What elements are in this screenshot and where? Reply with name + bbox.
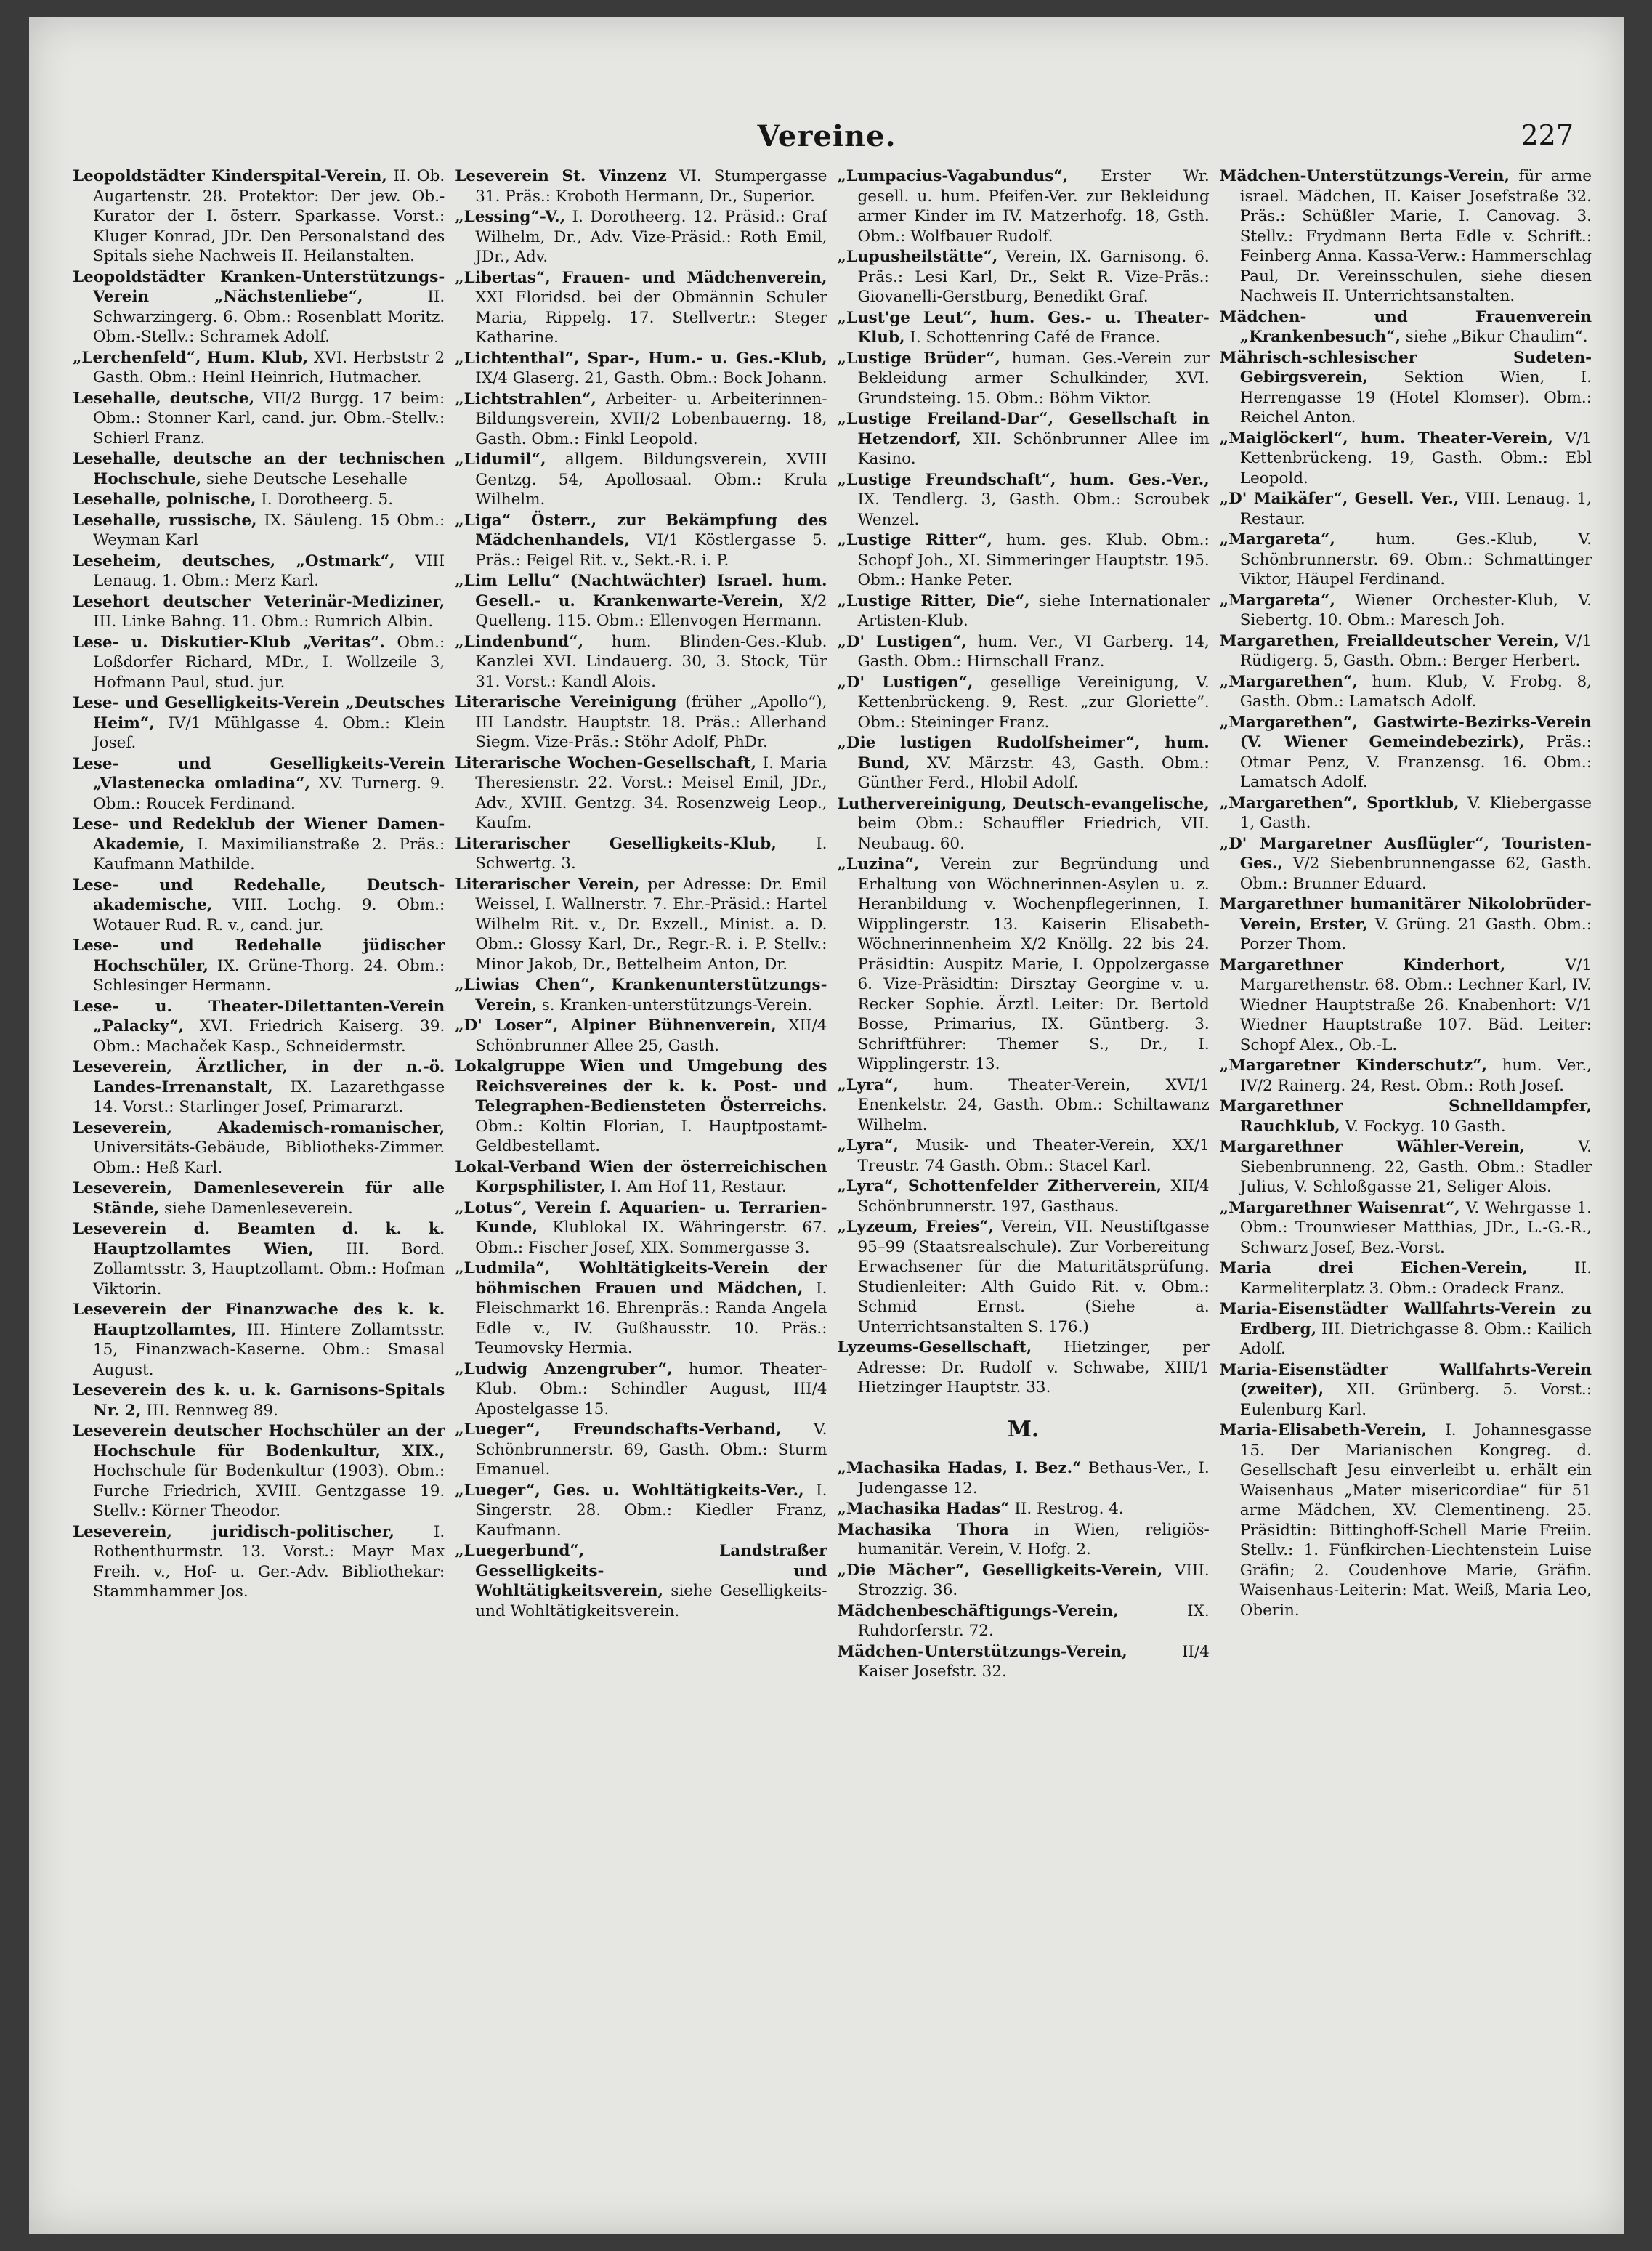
running-title: Vereine. (757, 119, 896, 153)
entry-title: „Lyra“, (837, 1136, 899, 1155)
entry-title: Margarethner Kinderhort, (1219, 955, 1506, 974)
directory-entry (455, 450, 827, 510)
entry-title: „Lupusheilstätte“, (837, 248, 998, 266)
entry-details: Obm.: Loßdorfer Richard, MDr., I. Wollzeile 3, Hofmann Paul, stud. jur. (93, 633, 445, 692)
entry-details: in Wien, religiös-humanitär. Verein, V. Hofg. 2. (857, 1520, 1210, 1559)
directory-entry (1220, 429, 1592, 489)
directory-entry (1220, 834, 1592, 894)
entry-title: Leseheim, deutsches, „Ostmark“, (73, 551, 395, 570)
entry-details: IX. Ruhdorferstr. 72. (857, 1601, 1210, 1640)
directory-entry (455, 511, 827, 571)
entry-details: VIII Lenaug. 1. Obm.: Merz Karl. (93, 551, 445, 590)
directory-entry (838, 166, 1210, 246)
directory-entry (73, 551, 445, 591)
entry-title: „Die Mächer“, Geselligkeits-Verein, (837, 1561, 1163, 1580)
entry-title: „Lust'ge Leut“, hum. Ges.- u. Theater-Klub, (837, 308, 1210, 347)
directory-entry (73, 754, 445, 815)
entry-details: Hietzinger, per Adresse: Dr. Rudolf v. Schwabe, XIII/1 Hietzinger Hauptstr. 33. (857, 1338, 1210, 1397)
directory-entry (1220, 672, 1592, 712)
entry-details: hum. ges. Klub. Obm.: Schopf Joh., XI. Simmeringer Hauptstr. 195. Obm.: Hanke Peter. (857, 531, 1210, 589)
column-4 (1220, 166, 1592, 2204)
directory-entry (838, 308, 1210, 348)
directory-entry (73, 1381, 445, 1420)
directory-entry (1220, 1420, 1592, 1620)
directory-entry (455, 389, 827, 450)
entry-details: allgem. Bildungsverein, XVIII Gentzg. 54, Apollosaal. Obm.: Krula Wilhelm. (475, 450, 827, 509)
directory-entry (73, 389, 445, 449)
directory-entry (455, 1481, 827, 1541)
entry-title: „Lustige Ritter, Die“, (837, 591, 1030, 610)
entry-title: Mädchen- und Frauenverein „Krankenbesuch“, (1219, 307, 1592, 346)
page-number: 227 (1521, 119, 1574, 151)
directory-entry (455, 1016, 827, 1056)
entry-details: III. Dietrichgasse 8. Obm.: Kailich Adolf. (1239, 1320, 1592, 1358)
entry-details: III. Rennweg 89. (141, 1401, 278, 1420)
entry-title: „Margarethner Waisenrat“, (1219, 1198, 1460, 1217)
entry-title: „Lindenbund“, (455, 632, 584, 651)
directory-entry (73, 876, 445, 936)
entry-details: human. Ges.-Verein zur Bekleidung armer Schulkinder, XVI. Grundsteing. 15. Obm.: Böhm Viktor. (857, 349, 1210, 408)
entry-title: „Lyzeum, Freies“, (837, 1218, 995, 1236)
directory-entry (455, 207, 827, 267)
entry-details: I. Schottenring Café de France. (904, 328, 1161, 347)
entry-title: Margarethner Schnelldampfer, Rauchklub, (1219, 1097, 1592, 1136)
directory-entry (838, 733, 1210, 793)
directory-entry (838, 1458, 1210, 1498)
directory-entry (73, 1118, 445, 1179)
entry-title: „D' Maikäfer“, Gesell. Ver., (1219, 490, 1459, 508)
entry-details: I. Singerstr. 28. Obm.: Kiedler Franz, Kaufmann. (475, 1481, 827, 1540)
entry-details: II. Restrog. 4. (1009, 1500, 1124, 1518)
directory-entry (1220, 894, 1592, 955)
entry-details: IX/4 Glaserg. 21, Gasth. Obm.: Bock Johann. (475, 369, 827, 387)
entry-title: Leseverein, Akademisch-romanischer, (73, 1118, 445, 1137)
entry-details: I. Maximilianstraße 2. Präs.: Kaufmann Mathilde. (93, 835, 445, 873)
entry-details: I. Schwertg. 3. (475, 834, 827, 873)
entry-title: „Lotus“, Verein f. Aquarien- u. Terrarien-Kunde, (455, 1198, 827, 1237)
entry-details: Bethaus-Ver., I. Judengasse 12. (857, 1459, 1210, 1498)
entry-title: Mädchen-Unterstützungs-Verein, (1219, 167, 1510, 185)
entry-details: siehe „Bikur Chaulim“. (1400, 328, 1588, 346)
entry-title: „Lyra“, (837, 1075, 899, 1094)
entry-details: V. Siebenbrunneng. 22, Gasth. Obm.: Stadler Julius, V. Schloßgasse 21, Seliger Alois. (1239, 1138, 1592, 1196)
entry-details: V/1 Rüdigerg. 5, Gasth. Obm.: Berger Herbert. (1239, 631, 1592, 670)
entry-title: Leseverein des k. u. k. Garnisons-Spitals Nr. 2, (73, 1381, 445, 1420)
directory-entry (1220, 1299, 1592, 1359)
entry-details: XII/4 Schönbrunnerstr. 197, Gasthaus. (857, 1177, 1210, 1216)
entry-title: Literarische Wochen-Gesellschaft, (455, 753, 756, 772)
entry-title: „D' Margaretner Ausflügler“, Touristen-Ges., (1219, 834, 1592, 873)
directory-entry (1220, 713, 1592, 793)
directory-entry (455, 753, 827, 833)
entry-title: Leseverein, juridisch-politischer, (73, 1522, 395, 1541)
entry-details: X/2 Quelleng. 115. Obm.: Ellenvogen Hermann. (475, 591, 827, 630)
entry-details: I. Dorotheerg. 12. Präsid.: Graf Wilhelm, Dr., Adv. Vize-Präsid.: Roth Emil, JDr., Adv. (475, 208, 827, 266)
entry-details: hum. Theater-Verein, XVI/1 Enenkelstr. 24, Gasth. Obm.: Schiltawanz Wilhelm. (857, 1075, 1210, 1134)
entry-title: Luthervereinigung, Deutsch-evangelische, (837, 794, 1210, 813)
directory-entry (1220, 530, 1592, 590)
directory-entry (1220, 1360, 1592, 1420)
page-header (29, 119, 1624, 170)
directory-entry (838, 1499, 1210, 1519)
entry-details: VII/2 Burgg. 17 beim: Obm.: Stonner Karl, cand. jur. Obm.-Stellv.: Schierl Franz. (93, 389, 445, 448)
directory-entry (73, 936, 445, 996)
directory-entry (838, 349, 1210, 409)
entry-title: „Lichtstrahlen“, (455, 389, 596, 408)
directory-entry (838, 1642, 1210, 1682)
entry-title: „Margareta“, (1219, 591, 1335, 610)
entry-title: Leseverein d. Beamten d. k. k. Hauptzollamtes Wien, (73, 1220, 445, 1258)
entry-details: I. Rothenthurmstr. 13. Vorst.: Mayr Max Freih. v., Hof- u. Ger.-Adv. Bibliothekar: Stammhammer Jos. (93, 1522, 445, 1601)
entry-details: VIII. Lenaug. 1, Restaur. (1239, 490, 1592, 528)
directory-entry (838, 247, 1210, 307)
entry-details: Verein zur Begründung und Erhaltung von Wöchnerinnen-Asylen u. z. Heranbildung v. Wochenpflegerinnen, I. Wipplingerstr. 13. Kaiserin Elisabeth-Wöchnerinnenheim X/2 Knöllg. 22 bis 24. Präsidtin: Auspitz Marie, I. Oppolzergasse 6. Vize-Präsidtin: Dirsztay Georgine v. u. Recker Sophie. Ärztl. Leiter: Dr. Bertold Bosse, Primarius, IX. Güntberg. 3. Schriftführer: Themer S., Dr., I. Wipplingerstr. 13. (857, 855, 1210, 1073)
entry-details: III. Bord. Zollamtsstr. 3, Hauptzollamt. Obm.: Hofman Viktorin. (93, 1240, 445, 1298)
directory-entry (455, 1198, 827, 1258)
directory-entry (455, 1541, 827, 1621)
entry-title: Maria-Eisenstädter Wallfahrts-Verein (zweiter), (1219, 1360, 1592, 1399)
entry-details: I. Am Hof 11, Restaur. (605, 1178, 787, 1196)
directory-entry (838, 1136, 1210, 1176)
entry-title: „Lerchenfeld“, Hum. Klub, (73, 348, 309, 367)
directory-entry (838, 1075, 1210, 1136)
entry-title: Leopoldstädter Kranken-Unterstützungs-Verein „Nächstenliebe“, (73, 267, 445, 306)
directory-entry (1220, 1137, 1592, 1197)
entry-title: „Lustige Brüder“, (837, 349, 1000, 368)
entry-title: „Lim Lellu“ (Nachtwächter) Israel. hum. Gesell.- u. Krankenwarte-Verein, (455, 572, 827, 610)
directory-entry (838, 632, 1210, 672)
entry-details: Präs.: Otmar Penz, V. Franzensg. 16. Obm.: Lamatsch Adolf. (1239, 733, 1592, 791)
entry-details: Verein, IX. Garnisong. 6. Präs.: Lesi Karl, Dr., Sekt R. Vize-Präs.: Giovanelli-Gerstburg, Benedikt Graf. (857, 248, 1210, 306)
directory-entry (838, 1176, 1210, 1216)
entry-details: V. Kliebergasse 1, Gasth. (1239, 793, 1592, 832)
entry-details: VI. Stumpergasse 31. Präs.: Kroboth Hermann, Dr., Superior. (475, 167, 827, 206)
directory-entry (1220, 307, 1592, 347)
entry-title: Mädchenbeschäftigungs-Verein, (837, 1601, 1119, 1620)
entry-details: XV. Turnerg. 9. Obm.: Roucek Ferdinand. (93, 775, 445, 813)
directory-entry (73, 348, 445, 388)
book-page (29, 17, 1624, 2234)
entry-details: Universitäts-Gebäude, Bibliotheks-Zimmer. Obm.: Heß Karl. (93, 1139, 445, 1177)
directory-entry (1220, 631, 1592, 671)
entry-title: „Lustige Freundschaft“, hum. Ges.-Ver., (837, 470, 1210, 489)
entry-title: Lese- und Geselligkeits-Verein „Deutsches Heim“, (73, 694, 445, 732)
entry-details: IV/1 Mühlgasse 4. Obm.: Klein Josef. (93, 714, 445, 752)
directory-entry (455, 349, 827, 389)
entry-title: „Lumpacius-Vagabundus“, (837, 167, 1069, 185)
entry-title: Lese- u. Diskutier-Klub „Veritas“. (73, 633, 385, 652)
entry-title: „Liwias Chen“, Krankenunterstützungs-Verein, (455, 976, 827, 1014)
entry-details: Sektion Wien, I. Herrengasse 19 (Hotel Klomser). Obm.: Reichel Anton. (1239, 368, 1592, 427)
entry-details: I. Maria Theresienstr. 22. Vorst.: Meisel Emil, JDr., Adv., XVIII. Gentzg. 34. Rosenzweig Leop., Kaufm. (475, 753, 827, 832)
entry-title: Maria drei Eichen-Verein, (1219, 1259, 1528, 1277)
entry-details: V. Wehrgasse 1. Obm.: Trounwieser Matthias, JDr., L.-G.-R., Schwarz Josef, Bez.-Vorst. (1239, 1198, 1592, 1257)
entry-details: I. Johannesgasse 15. Der Marianischen Kongreg. d. Gesellschaft Jesu einverleibt u. erhält ein Waisenhaus „Mater misericordiae“ für 51 arme Mädchen, XV. Clementineng. 25. Präsidtin: Bittinghoff-Schell Marie Freiin. Stellv.: 1. Fünfkirchen-Liechtenstein Luise Gräfin; 2. Coudenhove Marie, Gräfin. Waisenhaus-Leiterin: Mat. Weiß, Maria Leo, Oberin. (1239, 1421, 1592, 1620)
entry-details: Verein, VII. Neustiftgasse 95–99 (Staatsrealschule). Zur Vorbereitung Erwachsener für die Maturitätsprüfung. Studienleiter: Alth Guido Rit. v. Obm.: Schmid Ernst. (Siehe a. Unterrichtsanstalten S. 176.) (857, 1218, 1210, 1336)
entry-title: Lese- und Geselligkeits-Verein „Vlastenecka omladina“, (73, 754, 445, 793)
entry-details: hum. Klub, V. Frobg. 8, Gasth. Obm.: Lamatsch Adolf. (1239, 672, 1592, 711)
directory-entry (838, 673, 1210, 733)
entry-details: hum. Blinden-Ges.-Klub. Kanzlei XVI. Lindauerg. 30, 3. Stock, Tür 31. Vorst.: Kandl Alois. (475, 632, 827, 691)
directory-entry (838, 794, 1210, 854)
entry-details: XXI Floridsd. bei der Obmännin Schuler Maria, Rippelg. 17. Stellvertr.: Steger Katharine. (475, 288, 827, 347)
entry-details: XV. Märzstr. 43, Gasth. Obm.: Günther Ferd., Hlobil Adolf. (857, 753, 1210, 792)
entry-title: Leseverein, Ärztlicher, in der n.-ö. Landes-Irrenanstalt, (73, 1058, 445, 1096)
entry-details: IX. Säuleng. 15 Obm.: Weyman Karl (93, 511, 445, 549)
entry-title: Lese- und Redeklub der Wiener Damen-Akademie, (73, 815, 445, 854)
entry-title: „Lueger“, Ges. u. Wohltätigkeits-Ver., (455, 1481, 804, 1500)
directory-entry (455, 834, 827, 874)
directory-entry (838, 854, 1210, 1075)
entry-details: IX. Lazarethgasse 14. Vorst.: Starlinger Josef, Primararzt. (93, 1078, 445, 1116)
directory-entry (455, 166, 827, 206)
entry-title: Lese- und Redehalle, Deutsch-akademische, (73, 876, 445, 914)
entry-title: „Margareta“, (1219, 530, 1335, 549)
entry-title: „Lustige Ritter“, (837, 531, 992, 549)
entry-title: Leseverein, Damenleseverein für alle Stände, (73, 1179, 445, 1218)
directory-entry (838, 1338, 1210, 1398)
entry-details: Klublokal IX. Währingerstr. 67. Obm.: Fischer Josef, XIX. Sommergasse 3. (475, 1219, 827, 1257)
directory-entry (73, 815, 445, 875)
directory-entry (838, 409, 1210, 469)
entry-details: beim Obm.: Schauffler Friedrich, VII. Neubaug. 60. (857, 815, 1210, 853)
entry-title: Leopoldstädter Kinderspital-Verein, (73, 167, 387, 185)
entry-title: Literarische Vereinigung (455, 693, 677, 711)
directory-entry (73, 1522, 445, 1602)
directory-entry (1220, 166, 1592, 307)
entry-details: Arbeiter- u. Arbeiterinnen-Bildungsverein, XVII/2 Lobenbauerng. 18, Gasth. Obm.: Finkl Leopold. (475, 389, 827, 448)
directory-entry (73, 592, 445, 632)
entry-title: Lesehalle, deutsche, (73, 389, 255, 408)
entry-details: V/1 Margarethenstr. 68. Obm.: Lechner Karl, IV. Wiedner Hauptstraße 26. Knabenhort: V/1 Wiedner Hauptstraße 107. Bäd. Leiter: Schopf Alex., Ob.-L. (1239, 955, 1592, 1054)
directory-entry (455, 1420, 827, 1480)
entry-details: II. Ob. Augartenstr. 28. Protektor: Der jew. Ob.-Kurator der I. österr. Sparkasse. Vorst.: Kluger Konrad, JDr. Den Personalstand des Spitals siehe Nachweis II. Heilanstalten. (93, 167, 445, 265)
column-3 (838, 166, 1210, 2204)
entry-details: siehe Internationaler Artisten-Klub. (857, 591, 1210, 630)
entry-title: Maria-Eisenstädter Wallfahrts-Verein zu Erdberg, (1219, 1300, 1592, 1338)
entry-details: Hochschule für Bodenkultur (1903). Obm.: Furche Friedrich, XVIII. Gentzgasse 19. Stellv.: Körner Theodor. (93, 1462, 445, 1520)
entry-details: siehe Geselligkeits- und Wohltätigkeitsverein. (475, 1582, 827, 1620)
entry-title: Lesehalle, russische, (73, 511, 257, 530)
entry-title: Lokalgruppe Wien und Umgebung des Reichsvereines der k. k. Post- und Telegraphen-Bediensteten Österreichs. (455, 1057, 827, 1115)
directory-entry (1220, 793, 1592, 833)
entry-title: Leseverein deutscher Hochschüler an der Hochschule für Bodenkultur, XIX., (73, 1422, 445, 1460)
directory-entry (838, 470, 1210, 530)
entry-details: II/4 Kaiser Josefstr. 32. (857, 1642, 1210, 1681)
directory-entry (838, 591, 1210, 631)
entry-details: Obm.: Koltin Florian, I. Hauptpostamt-Geldbestellamt. (475, 1117, 827, 1155)
directory-entry (73, 1421, 445, 1521)
directory-entry (1220, 591, 1592, 631)
directory-entry (73, 997, 445, 1057)
entry-title: „D' Loser“, Alpiner Bühnenverein, (455, 1017, 777, 1035)
directory-columns (73, 166, 1592, 2204)
directory-entry (1220, 955, 1592, 1056)
entry-title: „Die lustigen Rudolfsheimer“, hum. Bund, (837, 734, 1210, 772)
entry-title: „D' Lustigen“, (837, 673, 973, 692)
entry-details: gesellige Vereinigung, V. Kettenbrückeng. 9, Rest. „zur Gloriette“. Obm.: Steininger Franz. (857, 673, 1210, 732)
entry-details: V/1 Kettenbrückeng. 19, Gasth. Obm.: Ebl Leopold. (1239, 429, 1592, 488)
directory-entry (1220, 1198, 1592, 1258)
entry-title: Lokal-Verband Wien der österreichischen Korpsphilister, (455, 1157, 827, 1196)
entry-title: Mährisch-schlesischer Sudeten-Gebirgsverein, (1219, 348, 1592, 387)
entry-details: VIII. Lochg. 9. Obm.: Wotauer Rud. R. v., cand. jur. (93, 896, 445, 934)
entry-details: siehe Deutsche Lesehalle (201, 469, 408, 488)
entry-details: siehe Damenleseverein. (159, 1199, 353, 1218)
directory-entry (455, 1157, 827, 1197)
entry-title: Margarethner humanitärer Nikolobrüder-Verein, Erster, (1219, 895, 1592, 934)
directory-entry (73, 267, 445, 347)
directory-entry (1220, 1056, 1592, 1096)
directory-entry (73, 511, 445, 551)
entry-details: I. Fleischmarkt 16. Ehrenpräs.: Randa Angela Edle v., IV. Gußhausstr. 10. Präs.: Teumovsky Hermia. (475, 1279, 827, 1357)
directory-entry (455, 632, 827, 692)
entry-title: Lesehalle, polnische, (73, 490, 256, 509)
entry-title: „Lustige Freiland-Dar“, Gesellschaft in Hetzendorf, (837, 410, 1210, 448)
entry-details: I. Dorotheerg. 5. (256, 490, 394, 509)
directory-entry (455, 1056, 827, 1157)
entry-title: Margarethner Wähler-Verein, (1219, 1138, 1526, 1156)
entry-title: „Margarethen“, (1219, 672, 1358, 691)
entry-title: „Lichtenthal“, Spar-, Hum.- u. Ges.-Klub, (455, 349, 827, 368)
entry-details: IX. Grüne-Thorg. 24. Obm.: Schlesinger Hermann. (93, 956, 445, 995)
directory-entry (73, 490, 445, 510)
entry-title: „Margarethen“, Sportklub, (1219, 793, 1459, 812)
directory-entry (455, 975, 827, 1015)
entry-details: II. Karmeliterplatz 3. Obm.: Oradeck Franz. (1239, 1259, 1592, 1298)
entry-title: Lese- u. Theater-Dilettanten-Verein „Palacky“, (73, 997, 445, 1035)
entry-details: Erster Wr. gesell. u. hum. Pfeifen-Ver. zur Bekleidung armer Kinder im IV. Matzerhofg. 18, Gsth. Obm.: Wolfbauer Rudolf. (857, 167, 1210, 246)
column-1 (73, 166, 445, 2204)
entry-details: für arme israel. Mädchen, II. Kaiser Josefstraße 32. Präs.: Schüßler Marie, I. Canovag. 3. Stellv.: Frydmann Berta Edle v. Schrift.: Feinberg Anna. Kassa-Verw.: Hammerschlag Paul, Dr. Vereinsschulen, siehe diesen Nachweis II. Unterrichtsanstalten. (1239, 167, 1592, 305)
entry-title: „Maiglöckerl“, hum. Theater-Verein, (1219, 429, 1553, 448)
entry-title: „Machasika Hadas, I. Bez.“ (837, 1459, 1082, 1477)
directory-entry (73, 1300, 445, 1380)
entry-details: V. Fockyg. 10 Gasth. (1340, 1117, 1506, 1136)
directory-entry (455, 1258, 827, 1359)
directory-entry (838, 530, 1210, 591)
entry-details: VI/1 Köstlergasse 5. Präs.: Feigel Rit. v., Sekt.-R. i. P. (475, 531, 827, 570)
entry-details: II. Schwarzingerg. 6. Obm.: Rosenblatt Moritz. Obm.-Stellv.: Schramek Adolf. (93, 288, 445, 346)
directory-entry (73, 1219, 445, 1299)
column-2 (455, 166, 827, 2204)
directory-entry (838, 1520, 1210, 1560)
directory-entry (73, 449, 445, 489)
entry-details: XVI. Friedrich Kaiserg. 39. Obm.: Machaček Kasp., Schneidermstr. (93, 1017, 445, 1056)
directory-entry (455, 875, 827, 975)
entry-title: „Machasika Hadas“ (837, 1500, 1010, 1518)
section-letter: M. (1007, 1416, 1040, 1442)
entry-details: s. Kranken-unterstützungs-Verein. (536, 995, 813, 1014)
entry-title: „Lueger“, Freundschafts-Verband, (455, 1420, 782, 1439)
entry-title: „Margaretner Kinderschutz“, (1219, 1056, 1487, 1075)
entry-title: „Lessing“-V., (455, 208, 566, 226)
directory-entry (838, 1561, 1210, 1601)
directory-entry (1220, 348, 1592, 428)
entry-title: Machasika Thora (837, 1520, 1009, 1539)
entry-title: Leseverein St. Vinzenz (455, 167, 667, 185)
directory-entry (455, 571, 827, 631)
entry-title: „Luegerbund“, Landstraßer Gesselligkeits- und Wohltätigkeitsverein, (455, 1542, 827, 1600)
entry-title: „D' Lustigen“, (837, 632, 967, 651)
entry-details: Wiener Orchester-Klub, V. Siebertg. 10. Obm.: Maresch Joh. (1239, 591, 1592, 629)
entry-title: „Luzina“, (837, 855, 920, 873)
directory-entry (455, 268, 827, 348)
entry-details: V. Grüng. 21 Gasth. Obm.: Porzer Thom. (1239, 915, 1592, 953)
entry-title: „Libertas“, Frauen- und Mädchenverein, (455, 268, 827, 287)
entry-details: VIII. Strozzig. 36. (857, 1561, 1210, 1599)
entry-title: Maria-Elisabeth-Verein, (1219, 1421, 1427, 1439)
directory-entry (455, 1359, 827, 1420)
entry-details: per Adresse: Dr. Emil Weissel, I. Wallnerstr. 7. Ehr.-Präsid.: Hartel Wilhelm Rit. v., Dr. Exzell., Minist. a. D. Obm.: Glossy Karl, Dr., Regr.-R. i. P. Stellv.: Minor Jakob, Dr., Bettelheim Anton, Dr. (475, 875, 827, 974)
entry-details: V/2 Siebenbrunnengasse 62, Gasth. Obm.: Brunner Eduard. (1239, 854, 1592, 893)
directory-entry (73, 633, 445, 693)
directory-entry (1220, 1258, 1592, 1298)
entry-details: hum. Ver., VI Garberg. 14, Gasth. Obm.: Hirnschall Franz. (857, 632, 1210, 671)
directory-entry (1220, 1096, 1592, 1136)
directory-entry (838, 1601, 1210, 1641)
entry-details: XII. Schönbrunner Allee im Kasino. (857, 429, 1210, 468)
directory-entry (73, 693, 445, 753)
directory-entry (73, 166, 445, 267)
entry-details: XII. Grünberg. 5. Vorst.: Eulenburg Karl. (1239, 1381, 1592, 1419)
entry-title: „Lidumil“, (455, 450, 546, 469)
entry-title: Lesehalle, deutsche an der technischen Hochschule, (73, 450, 445, 488)
directory-entry (1220, 489, 1592, 529)
entry-details: humor. Theater-Klub. Obm.: Schindler August, III/4 Apostelgasse 15. (475, 1359, 827, 1418)
entry-title: „Liga“ Österr., zur Bekämpfung des Mädchenhandels, (455, 511, 827, 549)
entry-details: (früher „Apollo“), III Landstr. Hauptstr. 18. Präs.: Allerhand Siegm. Vize-Präs.: Stöhr Adolf, PhDr. (475, 693, 827, 751)
entry-details: hum. Ges.-Klub, V. Schönbrunnerstr. 69. Obm.: Schmattinger Viktor, Häupel Ferdinand. (1239, 530, 1592, 589)
entry-title: „Lyra“, Schottenfelder Zitherverein, (837, 1177, 1162, 1195)
entry-title: „Ludmila“, Wohltätigkeits-Verein der böhmischen Frauen und Mädchen, (455, 1259, 827, 1298)
entry-details: XII/4 Schönbrunner Allee 25, Gasth. (475, 1017, 827, 1055)
directory-entry (455, 692, 827, 753)
entry-title: Lese- und Redehalle jüdischer Hochschüler, (73, 937, 445, 975)
entry-title: Margarethen, Freialldeutscher Verein, (1219, 631, 1559, 650)
entry-details: hum. Ver., IV/2 Rainerg. 24, Rest. Obm.: Roth Josef. (1239, 1056, 1592, 1095)
entry-details: XVI. Herbststr 2 Gasth. Obm.: Heinl Heinrich, Hutmacher. (93, 348, 445, 387)
entry-title: Literarischer Verein, (455, 875, 640, 894)
directory-entry (73, 1179, 445, 1219)
entry-title: „Margarethen“, Gastwirte-Bezirks-Verein (V. Wiener Gemeindebezirk), (1219, 713, 1592, 751)
entry-title: Lesehort deutscher Veterinär-Mediziner, (73, 592, 445, 611)
directory-entry (838, 1217, 1210, 1337)
entry-details: IX. Tendlerg. 3, Gasth. Obm.: Scroubek Wenzel. (857, 490, 1210, 529)
entry-title: Leseverein der Finanzwache des k. k. Hauptzollamtes, (73, 1301, 445, 1339)
entry-details: Musik- und Theater-Verein, XX/1 Treustr. 74 Gasth. Obm.: Stacel Karl. (857, 1136, 1210, 1175)
entry-details: III. Linke Bahng. 11. Obm.: Rumrich Albin. (93, 613, 434, 631)
entry-title: Mädchen-Unterstützungs-Verein, (837, 1642, 1127, 1661)
directory-entry (73, 1057, 445, 1118)
entry-title: Literarischer Geselligkeits-Klub, (455, 834, 777, 853)
entry-title: „Ludwig Anzengruber“, (455, 1359, 673, 1378)
entry-details: III. Hintere Zollamtsstr. 15, Finanzwach-Kaserne. Obm.: Smasal August. (93, 1320, 445, 1379)
entry-details: V. Schönbrunnerstr. 69, Gasth. Obm.: Sturm Emanuel. (475, 1420, 827, 1479)
entry-title: Lyzeums-Gesellschaft, (837, 1338, 1032, 1357)
